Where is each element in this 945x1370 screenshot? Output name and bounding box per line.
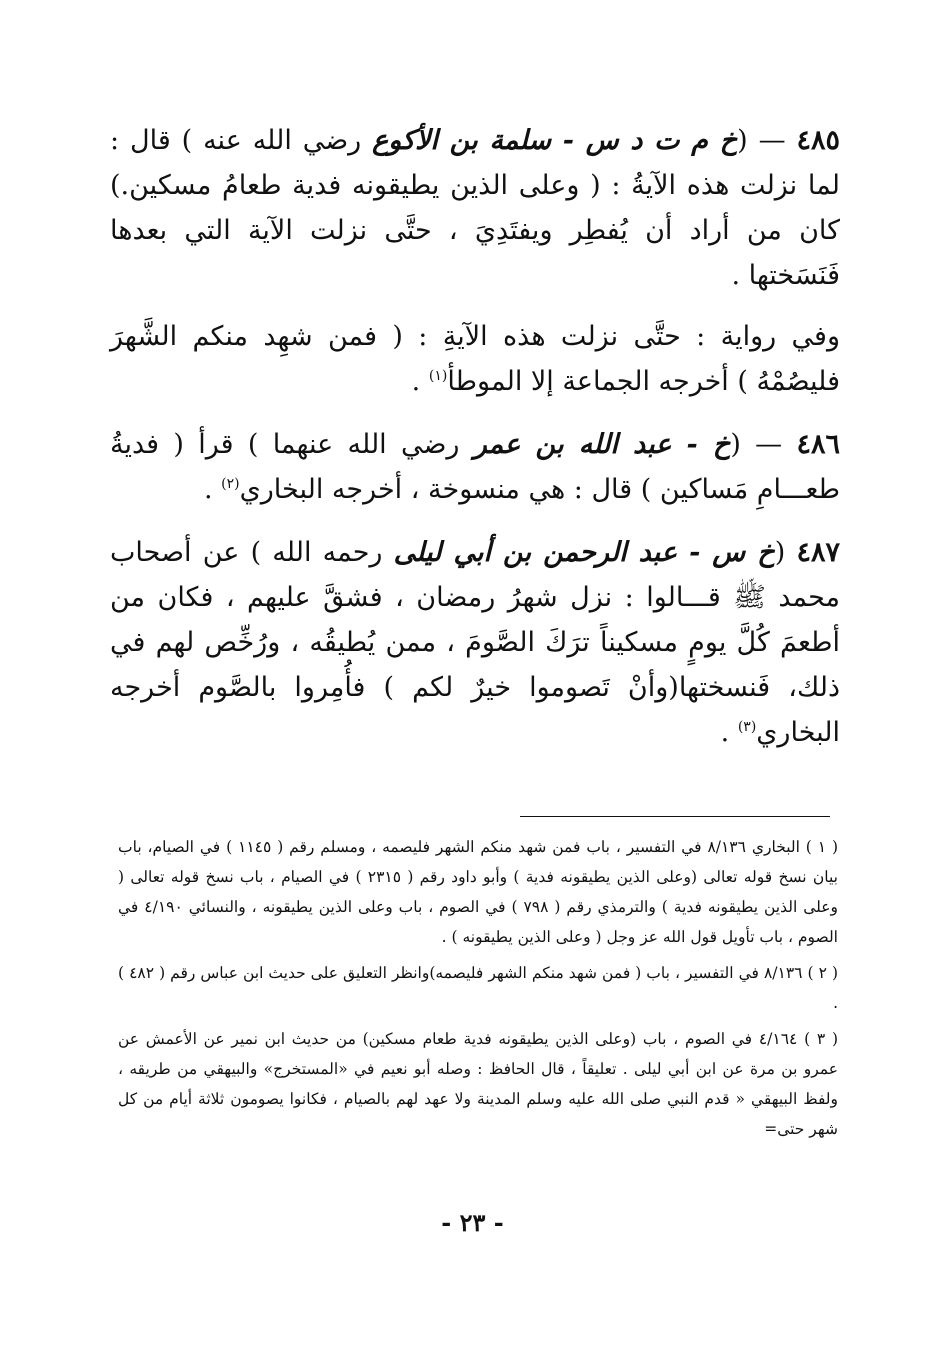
sentence-end: .: [411, 366, 429, 397]
hadith-narrator: خ - عبد الله بن عمر: [473, 429, 731, 460]
sentence-end: .: [203, 474, 222, 505]
hadith-text: لما نزلت هذه الآيةُ : ( وعلى الذين يطيقونه فدية طعامُ مسكين.) كان من أراد أن يُفطِر ويفتَدِيَ ، حتَّى نزلت الآية التي بعدها فَنَسَختها .: [110, 170, 840, 291]
footnote-2: ( ٢ ) ٨/١٣٦ في التفسير ، باب ( فمن شهد منكم الشهر فليصمه)وانظر التعليق على حديث ابن عباس رقم ( ٤٨٢ ) .: [118, 964, 838, 1012]
hadith-dash: — (: [737, 125, 797, 156]
hadith-485-riwaya: [110, 314, 840, 404]
hadith-487: [110, 530, 840, 755]
hadith-number: ٤٨٥: [796, 125, 840, 156]
hadith-485: [110, 118, 840, 298]
hadith-intro: رضي الله عنه ) قال :: [110, 125, 373, 156]
footnote-1: ( ١ ) البخاري ٨/١٣٦ في التفسير ، باب فمن شهد منكم الشهر فليصمه ، ومسلم رقم ( ١١٤٥ ) في الصيام، باب بيان نسخ قوله تعالى (وعلى الذين يطيقونه فدية ) وأبو داود رقم ( ٢٣١٥ ) في الصيام ، باب نسخ قوله تعالى ( وعلى الذين يطيقونه فدية ) والترمذي رقم ( ٧٩٨ ) في الصوم ، باب وعلى الذين يطيقونه ، والنسائي ٤/١٩٠ في الصوم ، باب تأويل قول الله عز وجل ( وعلى الذين يطيقونه ) .: [118, 838, 839, 946]
hadith-narrator: خ م ت د س - سلمة بن الأكوع: [372, 125, 738, 156]
hadith-486: [110, 422, 840, 512]
footnote-divider: [520, 816, 830, 817]
takhrij-text: أخرجه الجماعة إلا الموطأ: [447, 366, 729, 397]
hadith-number: ٤٨٦: [796, 429, 841, 460]
footnote-ref: (٢): [221, 476, 240, 492]
footnote-ref: (١): [428, 368, 448, 384]
sentence-end: .: [720, 717, 738, 748]
hadith-text: رحمه الله ) عن أصحاب محمد ﷺ قـــالوا : نزل شهرُ رمضان ، فشقَّ عليهم ، فكان من أطعمَ كُلَّ يومٍ مسكيناً ترَكَ الصَّومَ ، ممن يُطيقُه ، ورُخِّص لهم في ذلك، فَنسختها(وأنْ تَصوموا خيرٌ لكم ) فأُمِروا بالصَّوم أخرجه البخاري: [110, 537, 840, 748]
riwaya-text: وفي رواية : حتَّى نزلت هذه الآيةِ : ( فمن شهِد منكم الشَّهرَ فليصُمْهُ ): [110, 321, 840, 397]
hadith-dash: — (: [730, 429, 797, 460]
footnote-ref: (٣): [737, 719, 757, 735]
footnote-3: ( ٣ ) ٤/١٦٤ في الصوم ، باب (وعلى الذين يطيقونه فدية طعام مسكين) من حديث ابن نمير عن الأعمش عن عمرو بن مرة عن ابن أبي ليلى . تعليقاً ، قال الحافظ : وصله أبو نعيم في «المستخرج» والبيهقي من طريقه ، ولفظ البيهقي « قدم النبي صلى الله عليه وسلم المدينة ولا عهد لهم بالصيام ، فكانوا يصومون ثلاثة أيام من كل شهر حتى=: [118, 1030, 839, 1138]
footnotes: [118, 832, 838, 1150]
hadith-text: رضي الله عنهما ) قرأ ( فديةُ طعـــامِ مَساكين ) قال : هي منسوخة ، أخرجه البخاري: [110, 429, 840, 505]
hadith-number: ٤٨٧: [796, 537, 840, 568]
hadith-narrator: خ س - عبد الرحمن بن أبي ليلى: [393, 537, 775, 568]
page-number: - ٢٣ -: [441, 1208, 504, 1237]
main-text: [110, 118, 840, 771]
hadith-dash: (: [774, 537, 797, 568]
